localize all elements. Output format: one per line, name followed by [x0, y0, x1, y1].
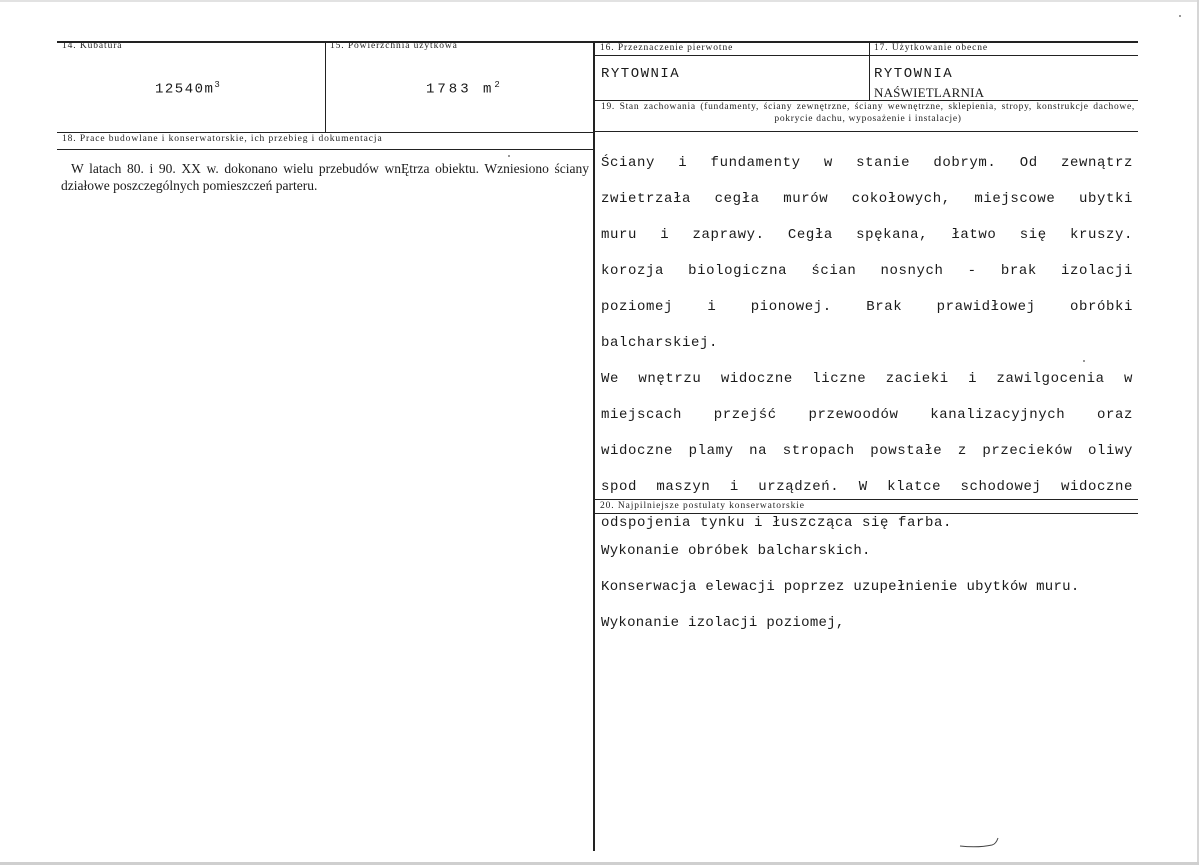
rule-under-18-label: [57, 149, 594, 150]
scan-speck: [1083, 360, 1085, 362]
rule-under-14-15: [57, 132, 594, 133]
field-17-value-line2: NAŚWIETLARNIA: [874, 85, 985, 100]
field-15-value: [426, 80, 500, 98]
field-14-value: [155, 80, 220, 98]
divider-16-17: [869, 41, 870, 100]
field-19-line: We wnętrzu widoczne liczne zacieki i zawilgocenia w: [601, 371, 1133, 387]
field-19-line: widoczne plamy na stropach powstałe z przecieków oliwy: [601, 443, 1133, 459]
field-19-line: Ściany i fundamenty w stanie dobrym. Od zewnątrz: [601, 155, 1133, 171]
field-20-line: Wykonanie izolacji poziomej,: [601, 615, 845, 631]
field-16-label: 16. Przeznaczenie pierwotne: [600, 43, 734, 53]
field-18-label: 18. Prace budowlane i konserwatorskie, ich przebieg i dokumentacja: [62, 134, 383, 144]
field-19-line: muru i zaprawy. Cegła spękana, łatwo się kruszy.: [601, 227, 1133, 243]
field-15-label: 15. Powierzchnia użytkowa: [330, 41, 458, 51]
field-14-value-text: 12540m: [155, 81, 215, 98]
field-14-unit-sup: 3: [214, 80, 220, 90]
field-15-value-text: 1783 m: [426, 81, 495, 98]
field-20-label: 20. Najpilniejsze postulaty konserwatorskie: [600, 501, 805, 511]
field-19-line: miejscach przejść przewoodów kanalizacyjnych oraz: [601, 407, 1133, 423]
field-20-text: [601, 524, 1137, 650]
field-17-value-line1: RYTOWNIA: [874, 66, 954, 82]
field-19-label: 19. Stan zachowania (fundamenty, ściany zewnętrzne, ściany wewnętrzne, sklepienia, stropy, konstrukcje dachowe, pokrycie dachu, wyposażenie i instalacje): [601, 102, 1135, 124]
field-19-line: odspojenia tynku i łuszcząca się farba.: [601, 515, 953, 531]
field-19-line: poziomej i pionowej. Brak prawidłowej obróbki: [601, 299, 1133, 315]
field-16-value: RYTOWNIA: [601, 66, 681, 82]
field-15-unit-sup: 2: [494, 80, 500, 90]
field-19-line: balcharskiej.: [601, 335, 719, 351]
field-20-line: Konserwacja elewacji poprzez uzupełnienie ubytków muru.: [601, 579, 1080, 595]
field-20-line: Wykonanie obróbek balcharskich.: [601, 543, 871, 559]
scan-speck: [1179, 15, 1181, 17]
field-19-line: spod maszyn i urządzeń. W klatce schodowej widoczne: [601, 479, 1133, 495]
main-vertical-divider: [593, 41, 595, 851]
scan-edge-top: [0, 0, 1199, 2]
field-19-line: zwietrzała cegła murów cokołowych, miejscowe ubytki: [601, 191, 1133, 207]
rule-under-19-label: [594, 131, 1138, 132]
field-14-label: 14. Kubatura: [62, 41, 123, 51]
pen-mark: [958, 836, 1008, 850]
field-18-text: W latach 80. i 90. XX w. dokonano wielu przebudów wnĘtrza obiektu. Wzniesiono ściany działowe poszczególnych pomieszczeń parteru.: [61, 161, 589, 193]
field-19-text: [601, 136, 1133, 550]
scan-speck: [508, 155, 510, 157]
field-19-line: korozja biologiczna ścian nosnych - brak izolacji: [601, 263, 1133, 279]
field-17-label: 17. Użytkowanie obecne: [874, 43, 988, 53]
divider-14-15: [325, 41, 326, 132]
rule-under-16-17-labels: [594, 55, 1138, 56]
